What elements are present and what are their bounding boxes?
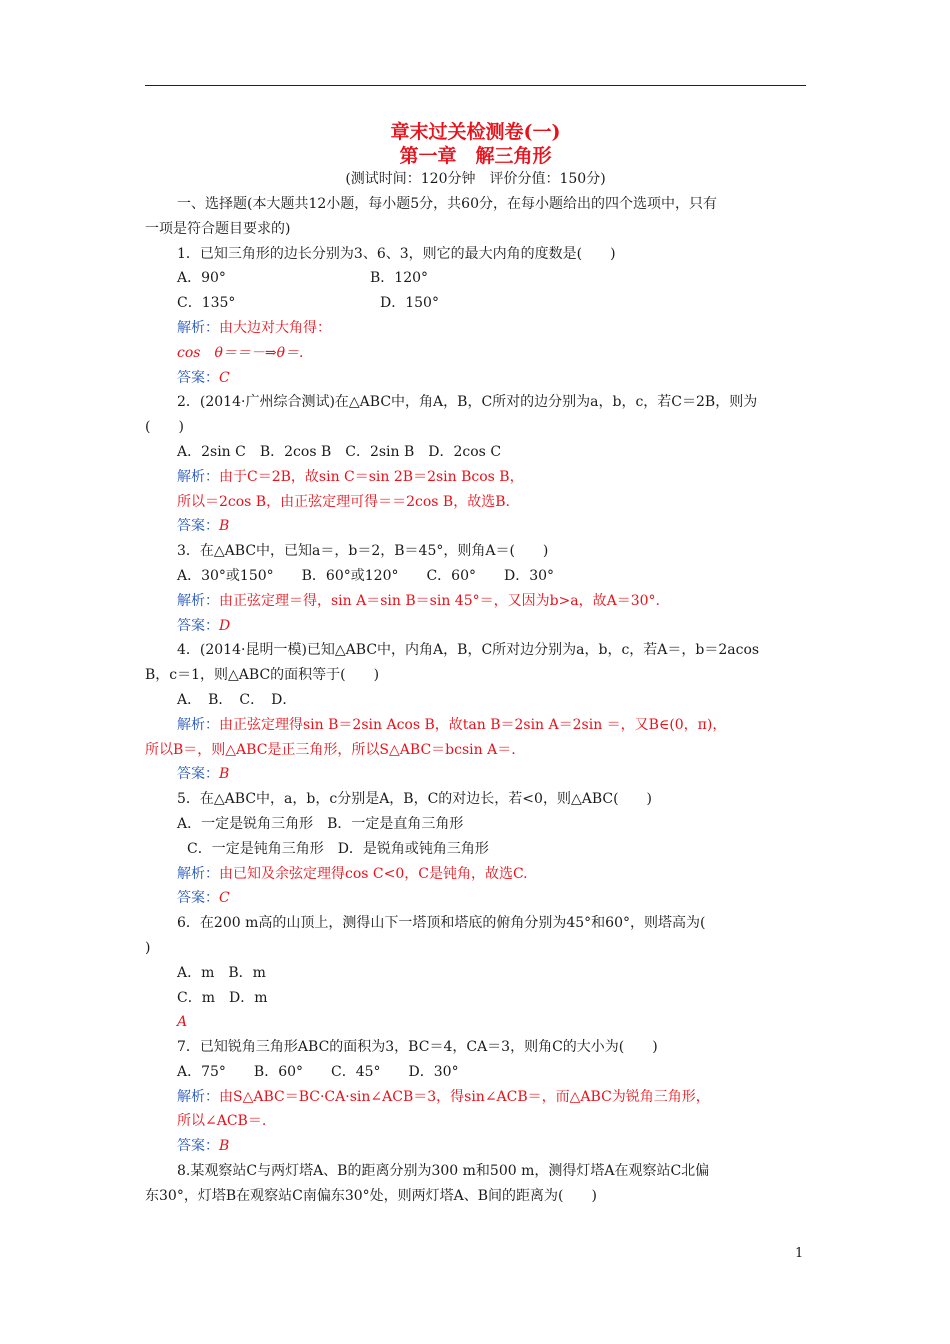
- q2-jiexi-label: 解析：: [177, 468, 219, 485]
- question-7-options: A．75° B．60° C．45° D．30°: [177, 1063, 459, 1080]
- q3-answer-value: D: [219, 617, 231, 634]
- q1-option-c: C．135°: [177, 295, 236, 312]
- q5-answer-value: C: [219, 890, 230, 907]
- question-6-stem-line2: ): [145, 939, 151, 956]
- question-5-stem: 5．在△ABC中，a，b，c分别是A，B，C的对边长，若<0，则△ABC( ): [177, 791, 653, 808]
- q2-answer-label: 答案：: [177, 518, 219, 535]
- question-2-solution-line2: 所以＝2cos B，由正弦定理可得＝＝2cos B，故选B.: [177, 493, 510, 510]
- question-4-answer: [145, 762, 806, 787]
- question-5-solution: [145, 862, 806, 887]
- question-8-stem-line2: 东30°，灯塔B在观察站C南偏东30°处，则两灯塔A、B间的距离为( ): [145, 1187, 597, 1204]
- q1-option-a: A．90°: [177, 270, 226, 287]
- question-4-options: A． B． C． D．: [177, 691, 297, 708]
- test-meta: (测试时间：120分钟 评价分值：150分): [345, 171, 606, 187]
- q2-solution-text: 由于C＝2B，故sin C＝sin 2B＝2sin Bcos B，: [219, 468, 524, 485]
- question-8-stem-line1: 8.某观察站C与两灯塔A、B的距离分别为300 m和500 m，测得灯塔A在观察站C北偏: [177, 1163, 710, 1180]
- question-7-solution-line1: [145, 1085, 806, 1110]
- section-intro-line1: 一、选择题(本大题共12小题，每小题5分，共60分，在每小题给出的四个选项中，只有: [177, 196, 717, 212]
- page-number: 1: [795, 1246, 804, 1261]
- question-4-solution-line1: [145, 713, 806, 738]
- q5-solution-text: 由已知及余弦定理得cos C<0，C是钝角，故选C.: [219, 865, 528, 882]
- header-rule: [145, 85, 806, 86]
- question-5-answer: [145, 886, 806, 911]
- question-6-answer-value: A: [177, 1014, 188, 1031]
- question-1-options-ab: [145, 266, 806, 291]
- q7-answer-label: 答案：: [177, 1138, 219, 1155]
- q5-jiexi-label: 解析：: [177, 865, 219, 882]
- question-1-answer: [145, 366, 806, 391]
- question-1-options-cd: [145, 291, 806, 316]
- q4-answer-value: B: [219, 766, 230, 783]
- section-intro-line2: 一项是符合题目要求的): [145, 220, 291, 237]
- question-6-options-cd: C．m D．m: [177, 989, 268, 1006]
- q1-solution-text: 由大边对大角得：: [219, 319, 331, 336]
- question-7-solution-line2: 所以∠ACB＝.: [177, 1113, 267, 1130]
- q3-jiexi-label: 解析：: [177, 592, 219, 609]
- q4-answer-label: 答案：: [177, 766, 219, 783]
- q3-solution-text: 由正弦定理＝得，sin A＝sin B＝sin 45°＝，又因为b>a，故A＝30°.: [219, 592, 661, 609]
- q1-jiexi-label: 解析：: [177, 319, 219, 336]
- question-7-stem: 7．已知锐角三角形ABC的面积为3，BC＝4，CA＝3，则角C的大小为( ): [177, 1039, 658, 1056]
- document-page: [145, 120, 806, 1209]
- q1-answer-value: C: [219, 369, 230, 386]
- question-6-stem-line1: 6．在200 m高的山顶上，测得山下一塔顶和塔底的俯角分别为45°和60°，则塔高为(: [177, 915, 706, 932]
- question-2-stem-line2: ( ): [145, 419, 184, 436]
- document-title: 章末过关检测卷(一): [390, 121, 561, 143]
- question-1-stem: 1．已知三角形的边长分别为3、6、3，则它的最大内角的度数是( ): [177, 245, 616, 262]
- q4-jiexi-label: 解析：: [177, 716, 219, 733]
- q5-answer-label: 答案：: [177, 890, 219, 907]
- question-3-options: A．30°或150° B．60°或120° C．60° D．30°: [177, 567, 555, 584]
- question-2-options: A．2sin C B．2cos B C．2sin B D．2cos C: [177, 443, 502, 460]
- q1-answer-label: 答案：: [177, 369, 219, 386]
- q1-option-d: D．150°: [380, 295, 439, 312]
- q3-answer-label: 答案：: [177, 617, 219, 634]
- q1-option-b: B．120°: [370, 270, 429, 287]
- chapter-title: 第一章 解三角形: [399, 145, 552, 167]
- q4-solution-text: 由正弦定理得sin B＝2sin Acos B，故tan B＝2sin A＝2sin ＝，又B∈(0，π)，: [219, 716, 727, 733]
- q7-answer-value: B: [219, 1138, 230, 1155]
- question-5-options-cd: C．一定是钝角三角形 D．是锐角或钝角三角形: [187, 840, 489, 857]
- q7-solution-text: 由S△ABC＝BC·CA·sin∠ACB＝3，得sin∠ACB＝，而△ABC为锐角三角形，: [219, 1088, 710, 1105]
- question-2-answer: [145, 514, 806, 539]
- question-3-solution: [145, 589, 806, 614]
- q2-answer-value: B: [219, 518, 230, 535]
- question-4-stem-line2: B，c＝1，则△ABC的面积等于( ): [145, 667, 380, 684]
- question-1-solution-line2: cos θ＝＝－⇒θ＝.: [177, 344, 304, 361]
- question-4-solution-line2: 所以B＝，则△ABC是正三角形，所以S△ABC＝bcsin A＝.: [145, 741, 516, 758]
- question-5-options-ab: A．一定是锐角三角形 B．一定是直角三角形: [177, 815, 464, 832]
- question-2-stem-line1: 2．(2014·广州综合测试)在△ABC中，角A，B，C所对的边分别为a，b，c，若C＝2B，则为: [177, 394, 758, 411]
- q7-jiexi-label: 解析：: [177, 1088, 219, 1105]
- question-3-answer: [145, 614, 806, 639]
- question-7-answer: [145, 1134, 806, 1159]
- question-6-options-ab: A．m B．m: [177, 964, 266, 981]
- question-2-solution-line1: [145, 465, 806, 490]
- question-3-stem: 3．在△ABC中，已知a＝，b＝2，B＝45°，则角A＝( ): [177, 543, 549, 560]
- question-4-stem-line1: 4．(2014·昆明一模)已知△ABC中，内角A，B，C所对边分别为a，b，c，若A＝，b＝2acos: [177, 642, 760, 659]
- question-1-solution-line1: [145, 316, 806, 341]
